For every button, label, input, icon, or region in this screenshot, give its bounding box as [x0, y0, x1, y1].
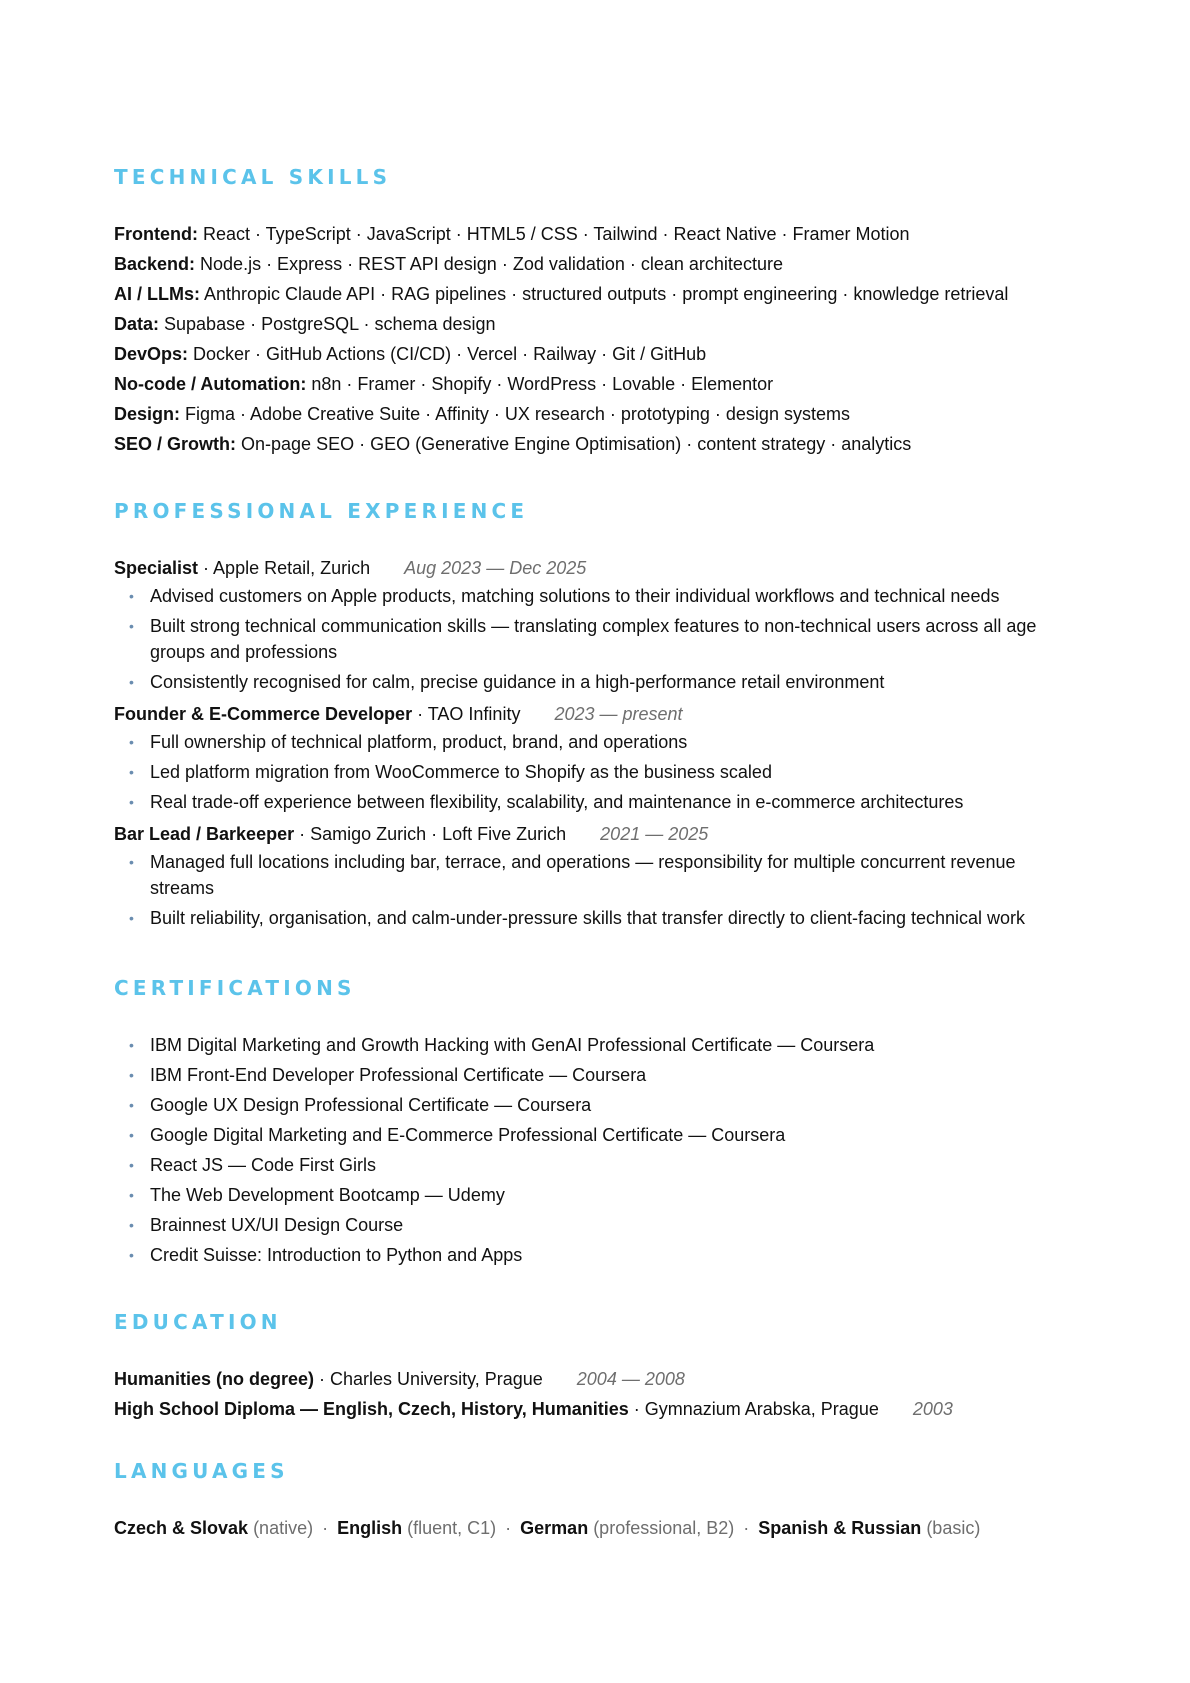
- bullet-icon: •: [129, 1247, 134, 1263]
- list-item: • Real trade-off experience between flexibility, scalability, and maintenance in e-commerce architectures: [114, 789, 1076, 815]
- languages-section: [114, 1459, 1076, 1543]
- section-title-technical-skills: TECHNICAL SKILLS: [114, 165, 392, 189]
- technical-skills-section: [114, 165, 1076, 459]
- list-item: • Built reliability, organisation, and calm-under-pressure skills that transfer directly to client-facing technical work: [114, 905, 1076, 931]
- jobs-list: [114, 553, 1076, 931]
- job-bullets-bar: [114, 849, 1076, 931]
- bullet-icon: •: [129, 588, 134, 604]
- language-name: Spanish & Russian: [758, 1518, 922, 1538]
- list-item: • IBM Front-End Developer Professional Certificate — Coursera: [114, 1062, 1076, 1088]
- skill-line-data: Data: Supabase · PostgreSQL · schema design: [114, 314, 496, 334]
- certifications-list: [114, 1032, 1076, 1268]
- education-section: [114, 1310, 1076, 1424]
- section-title-education: EDUCATION: [114, 1310, 282, 1334]
- list-item: • Credit Suisse: Introduction to Python and Apps: [114, 1242, 1076, 1268]
- language-level: (basic): [921, 1518, 981, 1538]
- job-bullets-tao: [114, 729, 1076, 815]
- bullet-icon: •: [129, 764, 134, 780]
- bullet-icon: •: [129, 734, 134, 750]
- bullet-icon: •: [129, 1067, 134, 1083]
- education-list: [114, 1364, 1076, 1424]
- skill-line-nocode: No-code / Automation: n8n · Framer · Shopify · WordPress · Lovable · Elementor: [114, 374, 774, 394]
- language-level: (professional, B2): [588, 1518, 735, 1538]
- language-name: English: [337, 1518, 403, 1538]
- separator: ·: [505, 1518, 512, 1538]
- section-title-experience: PROFESSIONAL EXPERIENCE: [114, 499, 529, 523]
- bullet-icon: •: [129, 794, 134, 810]
- bullet-icon: •: [129, 1097, 134, 1113]
- list-item: • The Web Development Bootcamp — Udemy: [114, 1182, 1076, 1208]
- list-item: • Brainnest UX/UI Design Course: [114, 1212, 1076, 1238]
- bullet-icon: •: [129, 1187, 134, 1203]
- education-item: Humanities (no degree) · Charles University, Prague 2004 — 2008: [114, 1369, 685, 1389]
- bullet-icon: •: [129, 1157, 134, 1173]
- separator: ·: [322, 1518, 329, 1538]
- job-bullets-apple: [114, 583, 1076, 695]
- list-item: • Led platform migration from WooCommerce to Shopify as the business scaled: [114, 759, 1076, 785]
- separator: ·: [743, 1518, 750, 1538]
- list-item: • Full ownership of technical platform, product, brand, and operations: [114, 729, 1076, 755]
- language-level: (native): [248, 1518, 314, 1538]
- education-item: High School Diploma — English, Czech, History, Humanities · Gymnazium Arabska, Prague 2003: [114, 1399, 953, 1419]
- language-name: German: [520, 1518, 589, 1538]
- job-header-bar: Bar Lead / Barkeeper · Samigo Zurich · Loft Five Zurich 2021 — 2025: [114, 824, 709, 844]
- section-title-languages: LANGUAGES: [114, 1459, 289, 1483]
- skill-line-frontend: Frontend: React · TypeScript · JavaScript · HTML5 / CSS · Tailwind · React Native · Framer Motion: [114, 224, 910, 244]
- list-item: • Consistently recognised for calm, precise guidance in a high-performance retail environment: [114, 669, 1076, 695]
- language-name: Czech & Slovak: [114, 1518, 249, 1538]
- languages-line: [114, 1513, 1076, 1543]
- bullet-icon: •: [129, 910, 134, 926]
- bullet-icon: •: [129, 674, 134, 690]
- job-header-apple: Specialist · Apple Retail, Zurich Aug 2023 — Dec 2025: [114, 558, 587, 578]
- experience-section: [114, 499, 1076, 935]
- list-item: • Google UX Design Professional Certificate — Coursera: [114, 1092, 1076, 1118]
- list-item: • React JS — Code First Girls: [114, 1152, 1076, 1178]
- list-item: • Managed full locations including bar, terrace, and operations — responsibility for multiple concurrent revenue streams: [114, 849, 1076, 901]
- list-item: • Google Digital Marketing and E-Commerce Professional Certificate — Coursera: [114, 1122, 1076, 1148]
- bullet-icon: •: [129, 1217, 134, 1233]
- skill-line-seo-growth: SEO / Growth: On-page SEO · GEO (Generative Engine Optimisation) · content strategy · analytics: [114, 434, 912, 454]
- skills-list: [114, 219, 1076, 459]
- language-level: (fluent, C1): [402, 1518, 497, 1538]
- list-item: • Advised customers on Apple products, matching solutions to their individual workflows and technical needs: [114, 583, 1076, 609]
- bullet-icon: •: [129, 1127, 134, 1143]
- bullet-icon: •: [129, 854, 134, 870]
- section-title-certifications: CERTIFICATIONS: [114, 976, 356, 1000]
- skill-line-design: Design: Figma · Adobe Creative Suite · Affinity · UX research · prototyping · design systems: [114, 404, 850, 424]
- bullet-icon: •: [129, 618, 134, 634]
- certifications-section: [114, 976, 1076, 1272]
- skill-line-devops: DevOps: Docker · GitHub Actions (CI/CD) · Vercel · Railway · Git / GitHub: [114, 344, 707, 364]
- skill-line-ai-llms: AI / LLMs: Anthropic Claude API · RAG pipelines · structured outputs · prompt engineering · knowledge retrieval: [114, 284, 1009, 304]
- list-item: • Built strong technical communication skills — translating complex features to non-technical users across all age groups and professions: [114, 613, 1076, 665]
- skill-line-backend: Backend: Node.js · Express · REST API design · Zod validation · clean architecture: [114, 254, 783, 274]
- job-header-tao: Founder & E-Commerce Developer · TAO Infinity 2023 — present: [114, 704, 683, 724]
- list-item: • IBM Digital Marketing and Growth Hacking with GenAI Professional Certificate — Coursera: [114, 1032, 1076, 1058]
- bullet-icon: •: [129, 1037, 134, 1053]
